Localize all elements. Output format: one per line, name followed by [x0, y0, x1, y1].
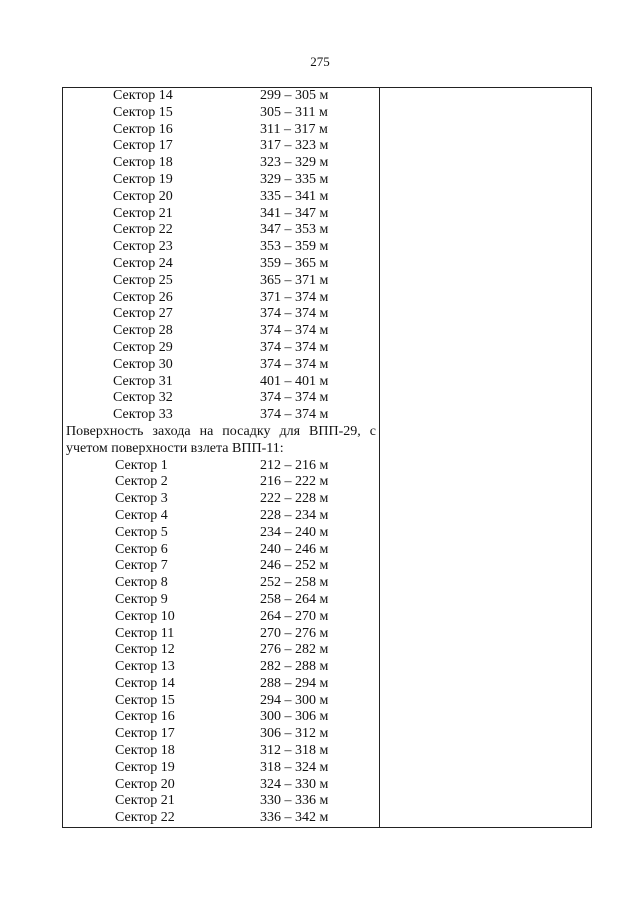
height-range: 252 – 258 м: [260, 575, 329, 591]
sector-label: Сектор 33: [113, 407, 173, 423]
sector-group-a: [63, 88, 379, 424]
height-range: 318 – 324 м: [260, 759, 329, 775]
height-range: 246 – 252 м: [260, 558, 329, 574]
height-range: 324 – 330 м: [260, 776, 329, 792]
sector-label: Сектор 9: [115, 591, 168, 607]
height-range: 335 – 341 м: [260, 188, 329, 204]
sector-label: Сектор 17: [113, 138, 173, 154]
sector-label: Сектор 15: [113, 104, 173, 120]
section-heading-line2: учетом поверхности взлета ВПП-11:: [66, 440, 284, 456]
table-row: [63, 256, 379, 273]
sector-label: Сектор 20: [113, 188, 173, 204]
height-range: 374 – 374 м: [260, 407, 329, 423]
height-range: 222 – 228 м: [260, 491, 329, 507]
sector-label: Сектор 21: [115, 793, 175, 809]
sector-label: Сектор 22: [115, 810, 175, 826]
sector-group-b: [63, 458, 379, 828]
sector-label: Сектор 18: [113, 155, 173, 171]
table-row: [63, 508, 379, 525]
height-range: 374 – 374 м: [260, 390, 329, 406]
table-row: [63, 105, 379, 122]
sector-label: Сектор 1: [115, 457, 168, 473]
sector-label: Сектор 11: [115, 625, 175, 641]
table-row: [63, 172, 379, 189]
height-range: 374 – 374 м: [260, 339, 329, 355]
table-row: [63, 122, 379, 139]
table-row: [63, 88, 379, 105]
sector-label: Сектор 6: [115, 541, 168, 557]
table-row: [63, 306, 379, 323]
table-row: [63, 323, 379, 340]
height-range: 323 – 329 м: [260, 155, 329, 171]
table-row: [63, 222, 379, 239]
height-range: 282 – 288 м: [260, 659, 329, 675]
height-range: 371 – 374 м: [260, 289, 329, 305]
height-range: 374 – 374 м: [260, 306, 329, 322]
sector-label: Сектор 22: [113, 222, 173, 238]
sector-label: Сектор 25: [113, 272, 173, 288]
table-row: [63, 709, 379, 726]
sector-label: Сектор 8: [115, 575, 168, 591]
height-range: 264 – 270 м: [260, 608, 329, 624]
sector-label: Сектор 27: [113, 306, 173, 322]
table-row: [63, 273, 379, 290]
table-row: [63, 726, 379, 743]
sector-label: Сектор 32: [113, 390, 173, 406]
height-range: 317 – 323 м: [260, 138, 329, 154]
table-row: [63, 626, 379, 643]
height-range: 359 – 365 м: [260, 255, 329, 271]
table-row: [63, 407, 379, 424]
sector-label: Сектор 2: [115, 474, 168, 490]
height-range: 341 – 347 м: [260, 205, 329, 221]
height-range: 336 – 342 м: [260, 810, 329, 826]
sector-label: Сектор 7: [115, 558, 168, 574]
table-row: [63, 374, 379, 391]
height-range: 300 – 306 м: [260, 709, 329, 725]
sector-label: Сектор 4: [115, 507, 168, 523]
height-range: 288 – 294 м: [260, 675, 329, 691]
height-range: 311 – 317 м: [260, 121, 328, 137]
page-number: 275: [310, 54, 330, 69]
sector-label: Сектор 28: [113, 323, 173, 339]
sector-label: Сектор 12: [115, 642, 175, 658]
height-range: 330 – 336 м: [260, 793, 329, 809]
sector-label: Сектор 5: [115, 524, 168, 540]
sector-label: Сектор 30: [113, 356, 173, 372]
table-row: [63, 357, 379, 374]
table-row: [63, 474, 379, 491]
sector-label: Сектор 15: [115, 692, 175, 708]
height-range: 299 – 305 м: [260, 88, 329, 103]
sector-label: Сектор 21: [113, 205, 173, 221]
height-range: 276 – 282 м: [260, 642, 329, 658]
height-range: 305 – 311 м: [260, 104, 328, 120]
height-range: 306 – 312 м: [260, 726, 329, 742]
sector-label: Сектор 19: [115, 759, 175, 775]
table-row: [63, 575, 379, 592]
table-row: [63, 206, 379, 223]
section-heading: [63, 424, 376, 458]
sector-label: Сектор 26: [113, 289, 173, 305]
height-range: 347 – 353 м: [260, 222, 329, 238]
table-row: [63, 290, 379, 307]
sector-label: Сектор 31: [113, 373, 173, 389]
table-row: [63, 777, 379, 794]
height-range: 374 – 374 м: [260, 356, 329, 372]
height-range: 234 – 240 м: [260, 524, 329, 540]
height-range: 401 – 401 м: [260, 373, 329, 389]
height-range: 329 – 335 м: [260, 171, 329, 187]
sector-label: Сектор 19: [113, 171, 173, 187]
height-range: 374 – 374 м: [260, 323, 329, 339]
sector-label: Сектор 10: [115, 608, 175, 624]
table-row: [63, 810, 379, 827]
table-row: [63, 138, 379, 155]
sector-label: Сектор 18: [115, 743, 175, 759]
sector-table: [62, 87, 592, 828]
sector-label: Сектор 3: [115, 491, 168, 507]
height-range: 294 – 300 м: [260, 692, 329, 708]
height-range: 270 – 276 м: [260, 625, 329, 641]
height-range: 312 – 318 м: [260, 743, 329, 759]
table-row: [63, 189, 379, 206]
table-row: [63, 542, 379, 559]
table-row: [63, 693, 379, 710]
table-row: [63, 743, 379, 760]
height-range: 228 – 234 м: [260, 507, 329, 523]
height-range: 240 – 246 м: [260, 541, 329, 557]
table-row: [63, 155, 379, 172]
table-row: [63, 609, 379, 626]
column-divider: [379, 88, 380, 827]
table-row: [63, 558, 379, 575]
sector-rows: [63, 88, 379, 827]
sector-label: Сектор 13: [115, 659, 175, 675]
table-row: [63, 659, 379, 676]
table-row: [63, 642, 379, 659]
height-range: 258 – 264 м: [260, 591, 329, 607]
height-range: 353 – 359 м: [260, 239, 329, 255]
section-heading-line1: Поверхность захода на посадку для ВПП-29, с: [66, 423, 376, 439]
table-row: [63, 525, 379, 542]
sector-label: Сектор 23: [113, 239, 173, 255]
table-row: [63, 676, 379, 693]
sector-label: Сектор 24: [113, 255, 173, 271]
sector-label: Сектор 29: [113, 339, 173, 355]
sector-label: Сектор 16: [113, 121, 173, 137]
sector-label: Сектор 14: [115, 675, 175, 691]
height-range: 216 – 222 м: [260, 474, 329, 490]
table-row: [63, 760, 379, 777]
sector-label: Сектор 16: [115, 709, 175, 725]
table-row: [63, 340, 379, 357]
sector-label: Сектор 20: [115, 776, 175, 792]
table-row: [63, 491, 379, 508]
height-range: 212 – 216 м: [260, 457, 329, 473]
height-range: 365 – 371 м: [260, 272, 329, 288]
table-row: [63, 793, 379, 810]
table-row: [63, 239, 379, 256]
sector-label: Сектор 17: [115, 726, 175, 742]
table-row: [63, 458, 379, 475]
sector-label: Сектор 14: [113, 88, 173, 103]
table-row: [63, 592, 379, 609]
table-row: [63, 390, 379, 407]
